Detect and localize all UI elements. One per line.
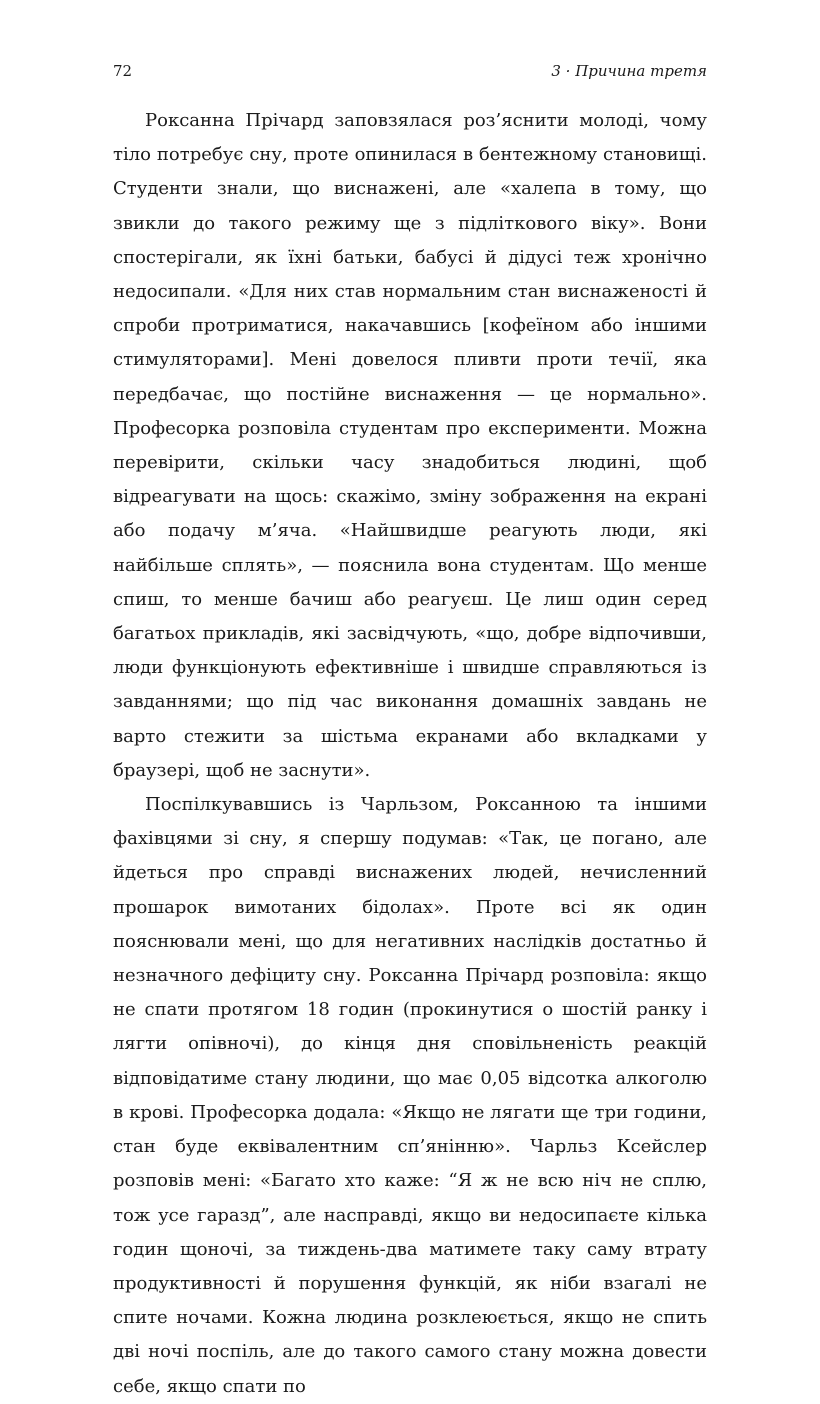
paragraph: Поспілкувавшись із Чарльзом, Роксанною та іншими фахівцями зі сну, я спершу подумав: «Так, це погано, але йдеться про справді виснажених людей, нечисленний прошарок вимотаних бідолах». Проте всі як один пояснювали мені, що для негативних наслідків достатньо й незначного дефіциту сну. Роксанна Прічард розповіла: якщо не спати протягом 18 годин (прокинутися о шостій ранку і лягти опівночі), до кінця дня сповільненість реакцій відповідатиме стану людини, що має 0,05 відсотка алкоголю в крові. Професорка додала: «Якщо не лягати ще три години, стан буде еквівалентним сп’янінню». Чарльз Ксейслер розповів мені: «Багато хто каже: “Я ж не всю ніч не сплю, тож усе гаразд”, але насправді, якщо ви недосипаєте кілька годин щоночі, за тиждень-два матимете таку саму втрату продуктивності й порушення функцій, як ніби взагалі не спите ночами. Кожна людина розклеюється, якщо не спить дві ночі поспіль, але до такого самого стану можна довести себе, якщо спати по <box>113 794 707 1397</box>
page-header <box>113 62 707 86</box>
running-head: 3 · Причина третя <box>551 62 707 80</box>
paragraph: Роксанна Прічард заповзялася роз’яснити молоді, чому тіло потребує сну, проте опинилася в бентежному становищі. Студенти знали, що виснажені, але «халепа в тому, що звикли до такого режиму ще з підліткового віку». Вони спостерігали, як їхні батьки, бабусі й дідусі теж хронічно недосипали. «Для них став нормальним стан виснаженості й спроби протриматися, накачавшись [кофеїном або іншими стимуляторами]. Мені довелося пливти проти течії, яка передбачає, що постійне виснаження — це нормально». Професорка розповіла студентам про експерименти. Можна перевірити, скільки часу знадобиться людині, щоб відреагувати на щось: скажімо, зміну зображення на екрані або подачу м’яча. «Найшвидше реагують люди, які найбільше сплять», — пояснила вона студентам. Що менше спиш, то менше бачиш або реагуєш. Це лиш один серед багатьох прикладів, які засвідчують, «що, добре відпочивши, люди функціонують ефективніше і швидше справляються із завданнями; що під час виконання домашніх завдань не варто стежити за шістьма екранами або вкладками у браузері, щоб не заснути». <box>113 110 707 781</box>
body-text <box>113 104 707 1404</box>
page-number: 72 <box>113 62 133 80</box>
